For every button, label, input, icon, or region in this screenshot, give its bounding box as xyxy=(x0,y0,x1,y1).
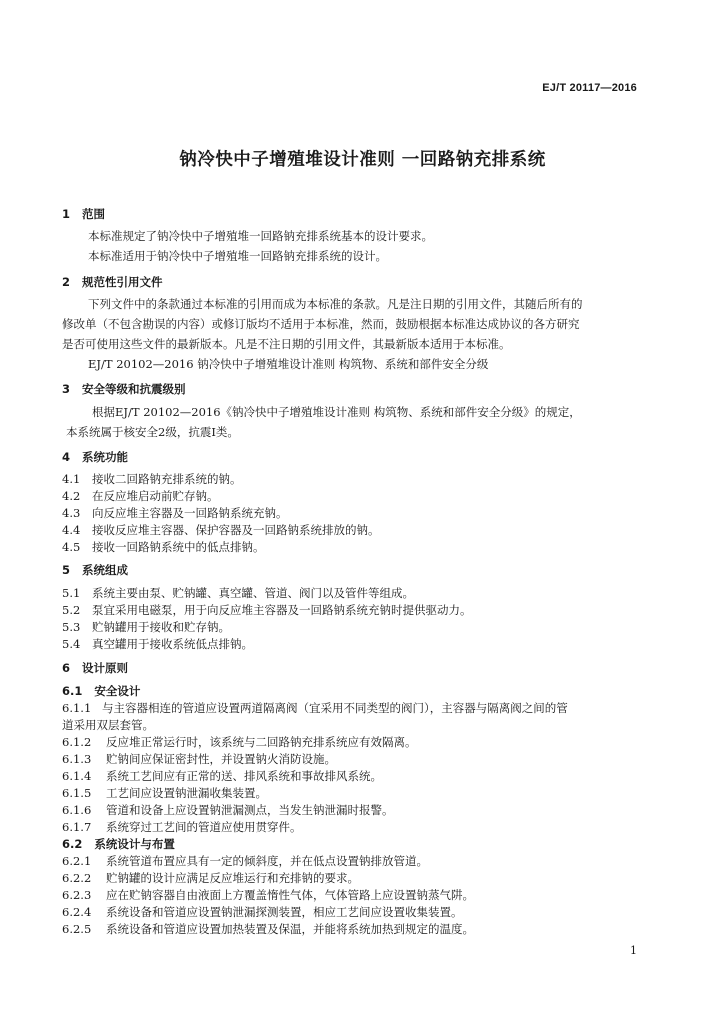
clause-number: 4.3 xyxy=(62,506,81,520)
list-item xyxy=(62,637,253,651)
section-title: 设计原则 xyxy=(82,661,129,675)
clause-text: 向反应堆主容器及一回路钠系统充钠。 xyxy=(92,506,288,520)
clause-number: 5.4 xyxy=(62,637,81,651)
section-number: 1 xyxy=(62,207,71,221)
clause-number: 6.2.4 xyxy=(62,905,92,919)
list-item xyxy=(62,586,414,600)
clause-text: 系统主要由泵、贮钠罐、真空罐、管道、阀门以及管件等组成。 xyxy=(92,586,414,600)
section-1-heading xyxy=(62,207,105,221)
clause-text: 系统工艺间应有正常的送、排风系统和事故排风系统。 xyxy=(106,769,382,783)
list-item xyxy=(62,888,474,902)
clause-number: 6.1.2 xyxy=(62,735,92,749)
section-title: 系统组成 xyxy=(82,563,129,577)
subsection-6-2-heading xyxy=(62,837,175,851)
list-item xyxy=(62,922,474,936)
clause-number: 5.1 xyxy=(62,586,81,600)
clause-number: 6.1.6 xyxy=(62,803,92,817)
clause-number: 6.1.4 xyxy=(62,769,92,783)
list-item xyxy=(62,701,568,715)
section-2-heading xyxy=(62,275,163,289)
paragraph-line: 下列文件中的条款通过本标准的引用而成为本标准的条款。凡是注日期的引用文件，其随后所有的 xyxy=(88,297,583,311)
page-number: 1 xyxy=(630,944,637,957)
list-item xyxy=(62,620,230,634)
section-title: 系统功能 xyxy=(82,450,129,464)
list-item xyxy=(62,769,382,783)
clause-number: 4.4 xyxy=(62,523,81,537)
clause-text: 真空罐用于接收系统低点排钠。 xyxy=(92,637,253,651)
clause-text: 接收一回路钠系统中的低点排钠。 xyxy=(92,540,265,554)
clause-number: 4.5 xyxy=(62,540,81,554)
clause-number: 6.1.3 xyxy=(62,752,92,766)
paragraph-line: 修改单（不包含勘误的内容）或修订版均不适用于本标准，然而，鼓励根据本标准达成协议的各方研究 xyxy=(62,317,580,331)
section-5-heading xyxy=(62,563,128,577)
section-title: 范围 xyxy=(82,207,106,221)
section-3-heading xyxy=(62,382,186,396)
section-number: 3 xyxy=(62,382,71,396)
clause-number: 6.1.5 xyxy=(62,786,92,800)
paragraph: 本标准适用于钠冷快中子增殖堆一回路钠充排系统的设计。 xyxy=(88,249,387,263)
clause-number: 6.2.2 xyxy=(62,871,92,885)
section-6-heading xyxy=(62,661,128,675)
clause-text: 工艺间应设置钠泄漏收集装置。 xyxy=(106,786,267,800)
clause-text: 系统设备和管道应设置加热装置及保温，并能将系统加热到规定的温度。 xyxy=(106,922,474,936)
clause-number: 6.1.1 xyxy=(62,701,92,715)
clause-number: 4.2 xyxy=(62,489,81,503)
clause-text: 反应堆正常运行时，该系统与二回路钠充排系统应有效隔离。 xyxy=(106,735,417,749)
clause-text: 系统设备和管道应设置钠泄漏探测装置，相应工艺间应设置收集装置。 xyxy=(106,905,463,919)
clause-text: 管道和设备上应设置钠泄漏测点，当发生钠泄漏时报警。 xyxy=(106,803,394,817)
list-item xyxy=(62,540,265,554)
list-item xyxy=(62,786,267,800)
standard-code: EJ/T 20117—2016 xyxy=(542,82,637,94)
clause-text: 在反应堆启动前贮存钠。 xyxy=(92,489,219,503)
subsection-title: 系统设计与布置 xyxy=(94,837,175,851)
clause-text: 接收二回路钠充排系统的钠。 xyxy=(92,472,242,486)
clause-number: 6.2.5 xyxy=(62,922,92,936)
clause-text: 与主容器相连的管道应设置两道隔离阀（宜采用不同类型的阀门），主容器与隔离阀之间的管 xyxy=(102,701,568,715)
section-number: 2 xyxy=(62,275,71,289)
subsection-number: 6.2 xyxy=(62,837,83,851)
normative-reference: EJ/T 20102—2016 钠冷快中子增殖堆设计准则 构筑物、系统和部件安全分级 xyxy=(88,357,489,371)
subsection-6-1-heading xyxy=(62,684,140,698)
list-item xyxy=(62,603,472,617)
paragraph-line: 根据EJ/T 20102—2016《钠冷快中子增殖堆设计准则 构筑物、系统和部件安全分级》的规定， xyxy=(92,405,581,419)
clause-continuation: 道采用双层套管。 xyxy=(62,718,154,732)
list-item xyxy=(62,489,219,503)
document-title: 钠冷快中子增殖堆设计准则 一回路钠充排系统 xyxy=(179,150,546,170)
clause-text: 系统穿过工艺间的管道应使用贯穿件。 xyxy=(106,820,302,834)
clause-number: 5.2 xyxy=(62,603,81,617)
clause-text: 接收反应堆主容器、保护容器及一回路钠系统排放的钠。 xyxy=(92,523,380,537)
list-item xyxy=(62,472,242,486)
section-title: 规范性引用文件 xyxy=(82,275,163,289)
paragraph-line: 本系统属于核安全2级，抗震I类。 xyxy=(66,425,239,439)
clause-text: 贮钠间应保证密封性，并设置钠火消防设施。 xyxy=(106,752,336,766)
clause-text: 系统管道布置应具有一定的倾斜度，并在低点设置钠排放管道。 xyxy=(106,854,428,868)
list-item xyxy=(62,803,394,817)
clause-number: 6.2.3 xyxy=(62,888,92,902)
list-item xyxy=(62,871,359,885)
list-item xyxy=(62,523,380,537)
subsection-title: 安全设计 xyxy=(94,684,141,698)
list-item xyxy=(62,735,417,749)
section-4-heading xyxy=(62,450,128,464)
section-number: 6 xyxy=(62,661,71,675)
clause-text: 贮钠罐的设计应满足反应堆运行和充排钠的要求。 xyxy=(106,871,359,885)
clause-number: 6.1.7 xyxy=(62,820,92,834)
paragraph-line: 是否可使用这些文件的最新版本。凡是不注日期的引用文件，其最新版本适用于本标准。 xyxy=(62,337,511,351)
clause-text: 应在贮钠容器自由液面上方覆盖惰性气体，气体管路上应设置钠蒸气阱。 xyxy=(106,888,474,902)
clause-number: 6.2.1 xyxy=(62,854,92,868)
list-item xyxy=(62,752,336,766)
paragraph: 本标准规定了钠冷快中子增殖堆一回路钠充排系统基本的设计要求。 xyxy=(88,229,433,243)
clause-number: 5.3 xyxy=(62,620,81,634)
section-title: 安全等级和抗震级别 xyxy=(82,382,186,396)
subsection-number: 6.1 xyxy=(62,684,83,698)
list-item xyxy=(62,506,288,520)
clause-text: 贮钠罐用于接收和贮存钠。 xyxy=(92,620,230,634)
list-item xyxy=(62,820,302,834)
clause-number: 4.1 xyxy=(62,472,81,486)
section-number: 4 xyxy=(62,450,71,464)
list-item xyxy=(62,854,428,868)
clause-text: 泵宜采用电磁泵，用于向反应堆主容器及一回路钠系统充钠时提供驱动力。 xyxy=(92,603,472,617)
section-number: 5 xyxy=(62,563,71,577)
list-item xyxy=(62,905,463,919)
